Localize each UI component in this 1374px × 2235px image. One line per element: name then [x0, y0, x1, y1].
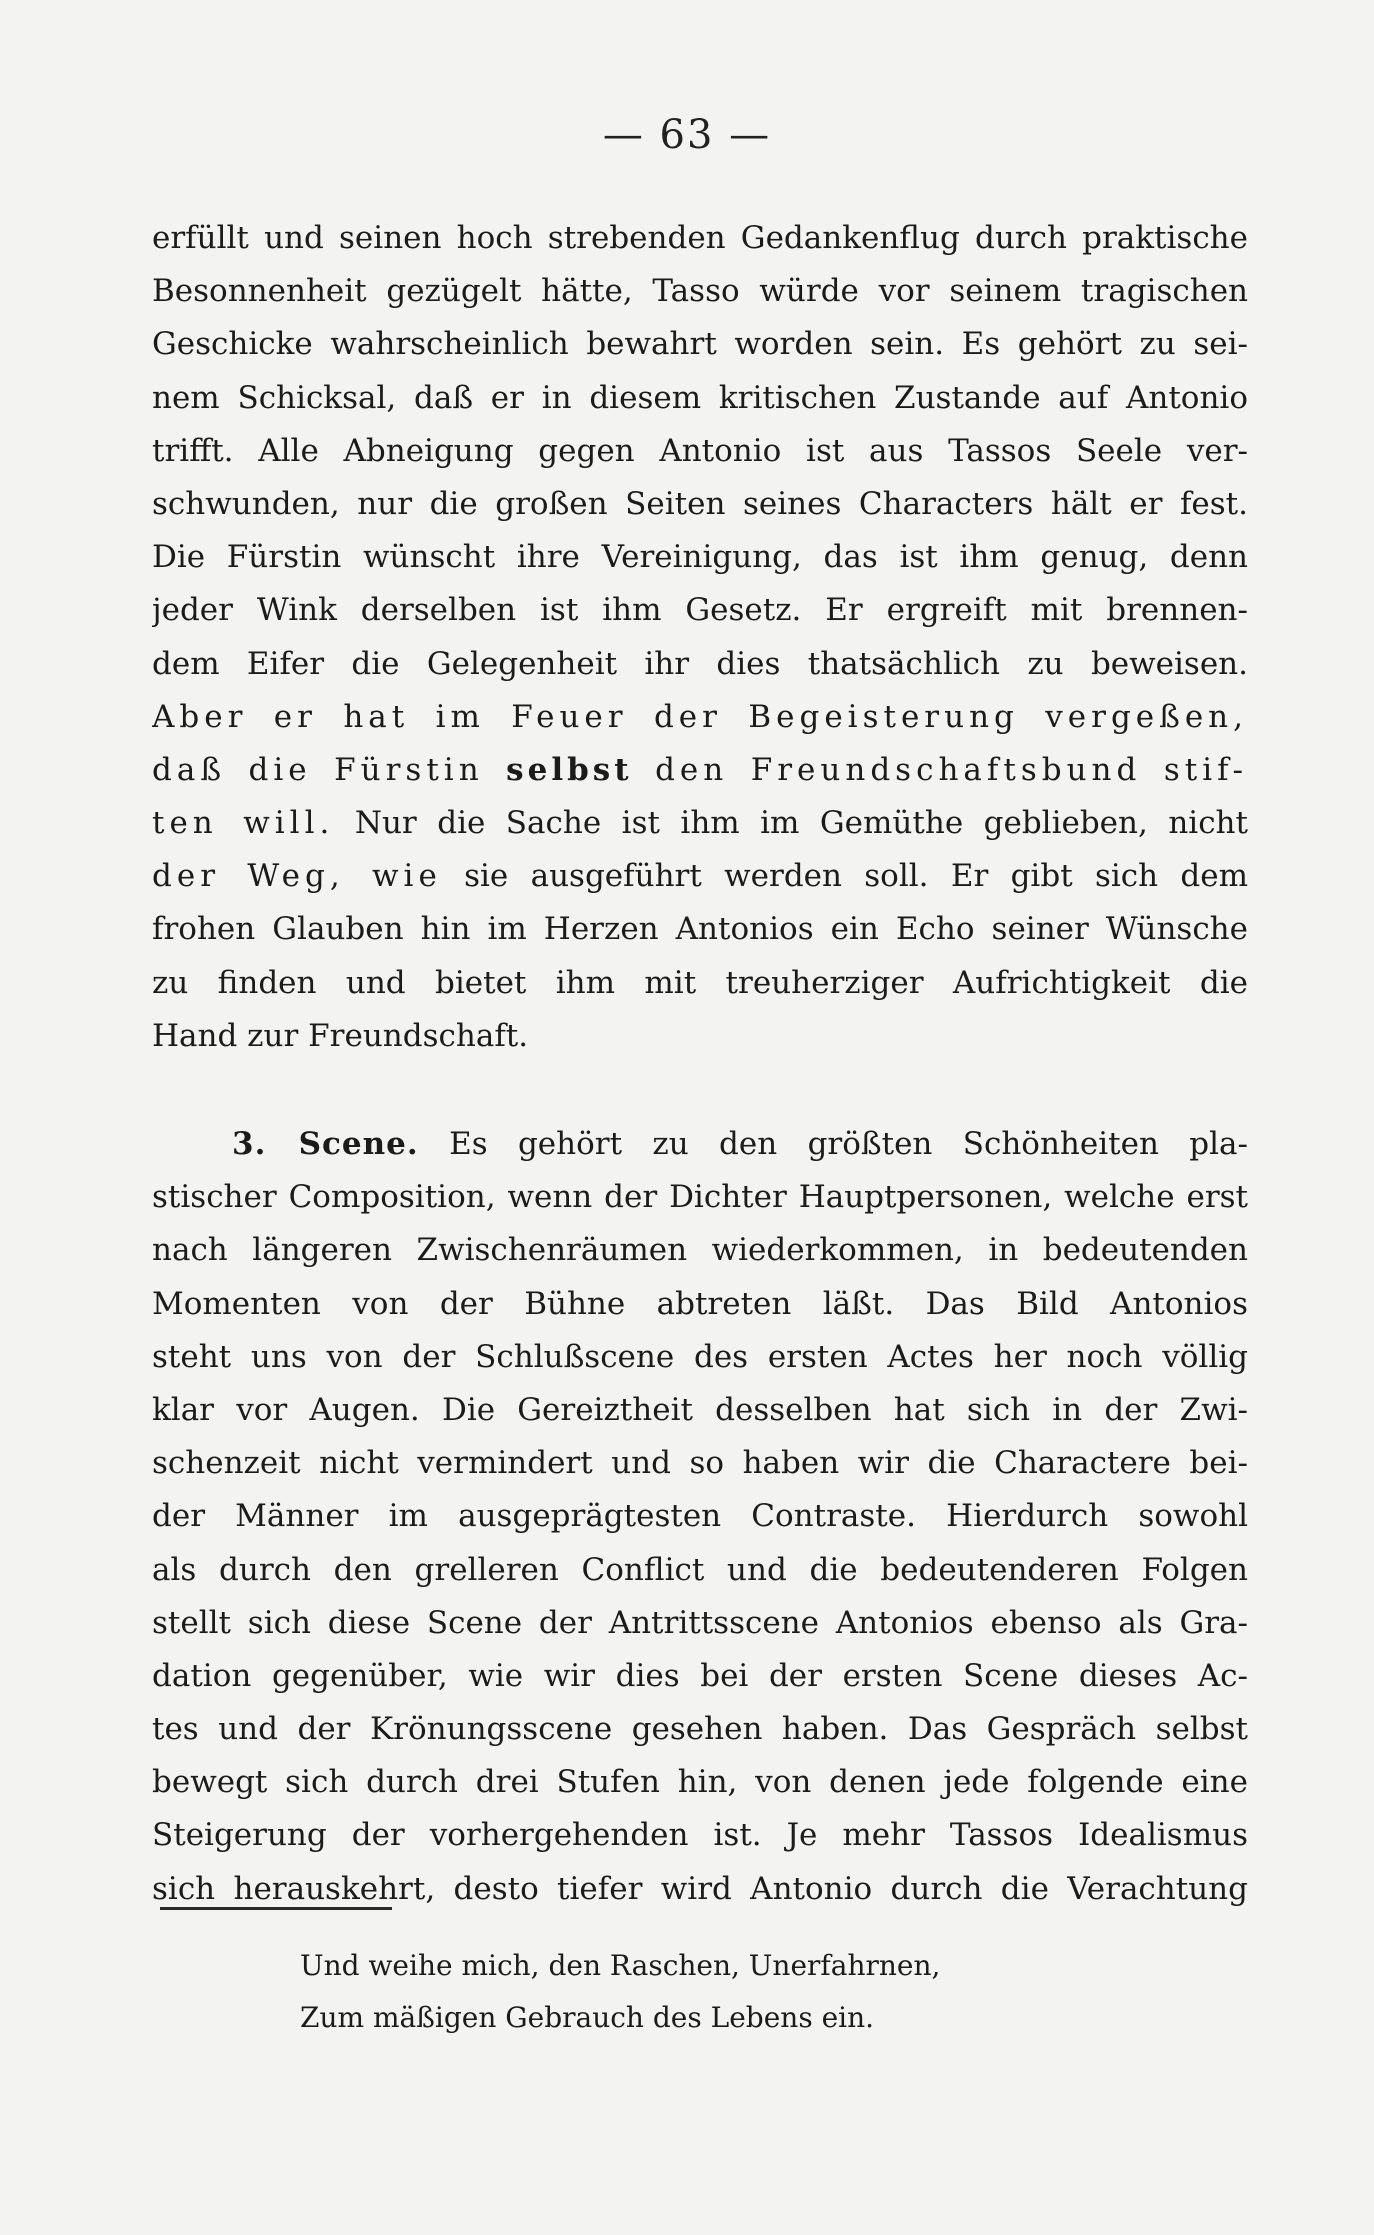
text-line: der Männer im ausgeprägtesten Contraste. Hierdurch sowohl [152, 1498, 1248, 1535]
text-span: Es gehört zu den größten Schönheiten pla- [449, 1126, 1248, 1162]
text-line: dation gegenüber, wie wir dies bei der ersten Scene dieses Ac- [152, 1657, 1248, 1694]
scene-heading-line [152, 1118, 1248, 1171]
scene-label: 3. Scene. [232, 1126, 419, 1162]
text-line: nach längeren Zwischenräumen wiederkommen, in bedeutenden [152, 1232, 1248, 1269]
page-number: — 63 — [602, 112, 772, 158]
footnote-line: Zum mäßigen Gebrauch des Lebens ein. [300, 2001, 875, 2034]
body-text [152, 212, 1248, 1916]
text-line: stellt sich diese Scene der Antrittsscene Antonios ebenso als Gra- [152, 1604, 1248, 1641]
text-line: Geschicke wahrscheinlich bewahrt worden sein. Es gehört zu sei- [152, 326, 1248, 363]
text-line: Die Fürstin wünscht ihre Vereinigung, das ist ihm genug, denn [152, 539, 1248, 576]
emphasis-text-line [152, 744, 1248, 797]
paragraph-1 [152, 212, 1248, 1063]
paragraph-scene-3 [152, 1118, 1248, 1916]
text-line: Steigerung der vorhergehenden ist. Je mehr Tassos Idealismus [152, 1817, 1248, 1854]
text-line: sich herauskehrt, desto tiefer wird Antonio durch die Verachtung [152, 1870, 1248, 1907]
emphasis-word: selbst [506, 751, 633, 788]
footnote-line: Und weihe mich, den Raschen, Unerfahrnen, [300, 1949, 941, 1982]
text-line: frohen Glauben hin im Herzen Antonios ein Echo seiner Wünsche [152, 911, 1248, 948]
text-line: klar vor Augen. Die Gereiztheit desselben hat sich in der Zwi- [152, 1391, 1248, 1428]
text-line: jeder Wink derselben ist ihm Gesetz. Er ergreift mit brennen- [152, 592, 1248, 629]
text-line: steht uns von der Schlußscene des ersten Actes her noch völlig [152, 1338, 1248, 1375]
text-line: schenzeit nicht vermindert und so haben wir die Charactere bei- [152, 1445, 1248, 1482]
text-line: als durch den grelleren Conflict und die bedeutenderen Folgen [152, 1551, 1248, 1588]
footnote [300, 1940, 1100, 2044]
mixed-text-line [152, 797, 1248, 850]
spaced-text-line: Aber er hat im Feuer der Begeisterung vergeßen, [152, 698, 1248, 735]
text-line: schwunden, nur die großen Seiten seines Characters hält er fest. [152, 485, 1248, 522]
footnote-rule [160, 1907, 392, 1910]
spaced-text: daß die Fürstin [152, 751, 484, 788]
text-line: tes und der Krönungsscene gesehen haben. Das Gespräch selbst [152, 1711, 1248, 1748]
text-span: Nur die Sache ist ihm im Gemüthe geblieben, nicht [354, 805, 1248, 842]
spaced-text: den Freundschaftsbund stif- [655, 751, 1248, 788]
spaced-text: der Weg, wie [152, 858, 442, 895]
text-line: dem Eifer die Gelegenheit ihr dies thatsächlich zu beweisen. [152, 645, 1248, 682]
mixed-text-line [152, 850, 1248, 903]
text-line: Besonnenheit gezügelt hätte, Tasso würde vor seinem tragischen [152, 273, 1248, 310]
text-line: stischer Composition, wenn der Dichter Hauptpersonen, welche erst [152, 1179, 1248, 1216]
text-line: erfüllt und seinen hoch strebenden Gedankenflug durch praktische [152, 220, 1248, 256]
text-line: trifft. Alle Abneigung gegen Antonio ist aus Tassos Seele ver- [152, 432, 1248, 469]
paragraph-gap [152, 1063, 1248, 1118]
text-line: bewegt sich durch drei Stufen hin, von denen jede folgende eine [152, 1764, 1248, 1801]
text-line: zu finden und bietet ihm mit treuherziger Aufrichtigkeit die [152, 964, 1248, 1001]
text-line: Momenten von der Bühne abtreten läßt. Das Bild Antonios [152, 1285, 1248, 1322]
text-line: nem Schicksal, daß er in diesem kritischen Zustande auf Antonio [152, 379, 1248, 416]
text-line: Hand zur Freundschaft. [152, 1017, 529, 1054]
text-span: sie ausgeführt werden soll. Er gibt sich dem [464, 858, 1248, 895]
spaced-text: ten will. [152, 805, 335, 842]
